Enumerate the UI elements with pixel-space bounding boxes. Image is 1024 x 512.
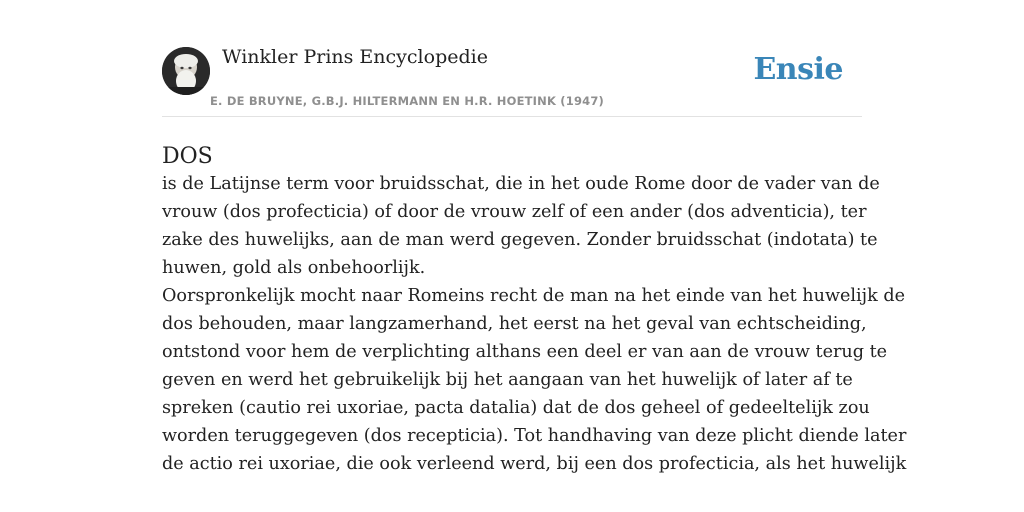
text-line: ontstond voor hem de verplichting althans een deel er van aan de vrouw terug te xyxy=(162,342,888,362)
text-line: geven en werd het gebruikelijk bij het aangaan van het huwelijk of later af te xyxy=(162,370,853,390)
author-portrait-icon xyxy=(162,47,210,95)
text-line: spreken (cautio rei uxoriae, pacta datalia) dat de dos geheel of gedeeltelijk zou xyxy=(162,398,870,418)
text-line: worden teruggegeven (dos recepticia). Tot handhaving van deze plicht diende later xyxy=(162,426,907,446)
text-line: Oorspronkelijk mocht naar Romeins recht de man na het einde van het huwelijk de xyxy=(162,286,906,306)
text-line: zake des huwelijks, aan de man werd gegeven. Zonder bruidsschat (indotata) te xyxy=(162,230,878,250)
entry-body xyxy=(162,170,907,478)
entry-title: DOS xyxy=(162,144,213,169)
authors-line: E. DE BRUYNE, G.B.J. HILTERMANN EN H.R. HOETINK (1947) xyxy=(210,94,605,108)
paragraph xyxy=(162,170,880,282)
text-line: dos behouden, maar langzamerhand, het eerst na het geval van echtscheiding, xyxy=(162,314,867,334)
text-line: huwen, gold als onbehoorlijk. xyxy=(162,258,426,278)
site-title[interactable]: Winkler Prins Encyclopedie xyxy=(222,46,488,68)
text-line: de actio rei uxoriae, die ook verleend werd, bij een dos profecticia, als het huwelijk xyxy=(162,454,907,474)
text-line: vrouw (dos profecticia) of door de vrouw zelf of een ander (dos adventicia), ter xyxy=(162,202,867,222)
page xyxy=(162,0,907,478)
ensie-logo[interactable]: Ensie xyxy=(753,52,843,87)
paragraph xyxy=(162,282,907,478)
text-line: is de Latijnse term voor bruidsschat, die in het oude Rome door de vader van de xyxy=(162,174,880,194)
author-avatar[interactable] xyxy=(162,47,210,95)
site-header xyxy=(162,0,862,117)
